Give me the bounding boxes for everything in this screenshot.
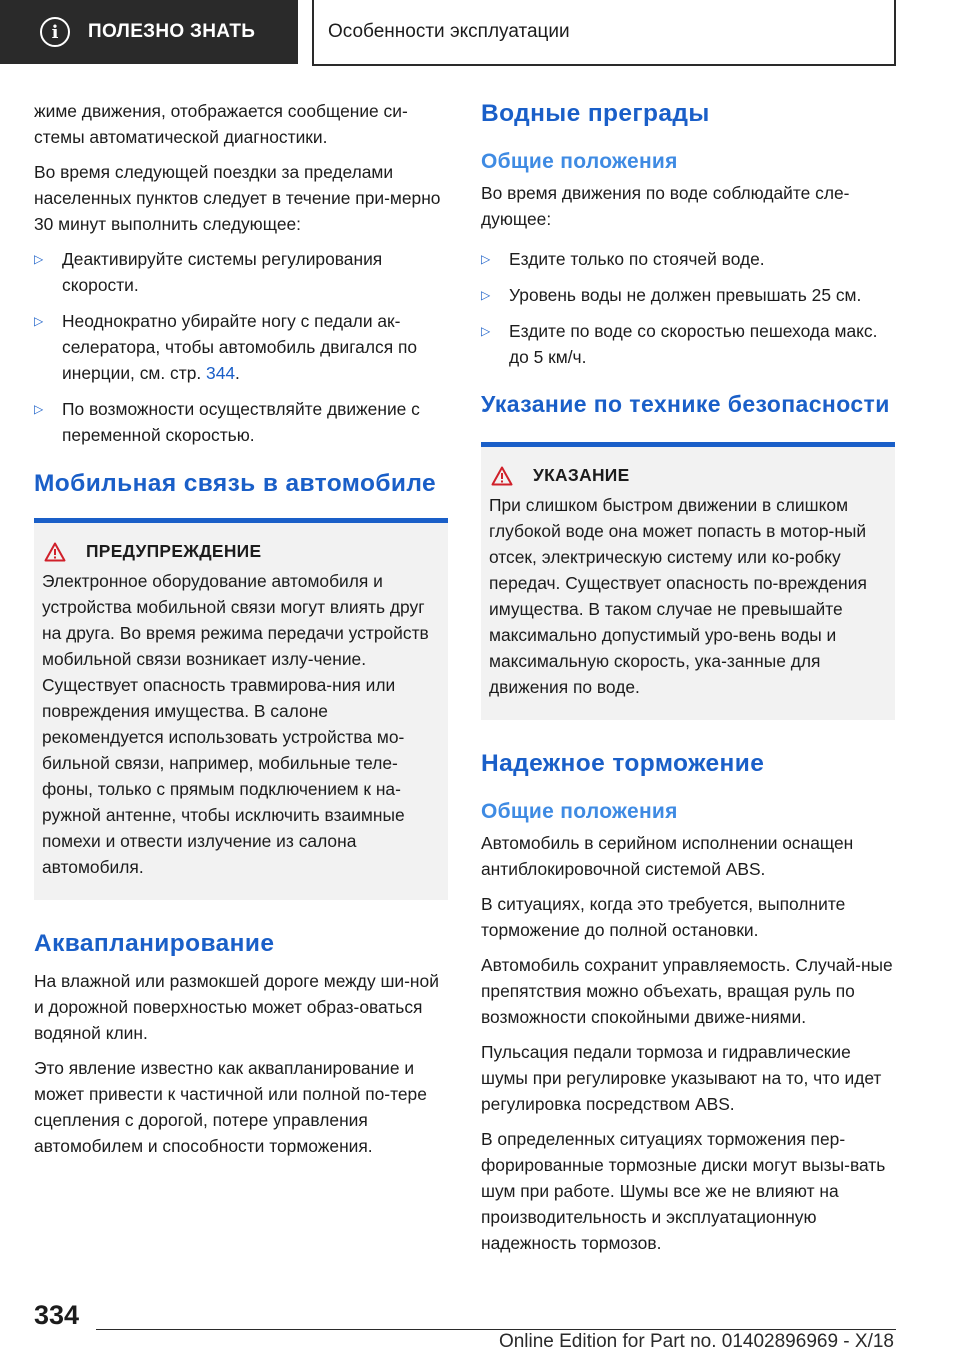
paragraph: Во время движения по воде соблюдайте сле-дующее: <box>481 183 850 229</box>
section-heading-safety: Указание по технике безопасности <box>481 391 890 417</box>
list-item: ▷ Ездите только по стоячей воде. <box>481 246 895 272</box>
paragraph: жиме движения, отображается сообщение си-стемы автоматической диагностики. <box>34 101 408 147</box>
footer-edition: Online Edition for Part no. 01402896969 - X/18 <box>498 1331 894 1352</box>
paragraph: Автомобиль в серийном исполнении оснащен антиблокировочной системой ABS. <box>481 833 854 879</box>
warning-triangle-icon <box>44 542 66 562</box>
header-section-title: Особенности эксплуатации <box>328 21 570 42</box>
notice-text: При слишком быстром движении в слишком глубокой воде она может попасть в мотор-ный отсек, электрическую систему или ко-робку передач. Существует опасность по-вреждения имущества. В таком случае не превышайте максимально допустимый уро-вень воды и максимальную скорость, ука-занные для движения по воде. <box>489 495 867 697</box>
triangle-bullet-icon: ▷ <box>481 252 491 266</box>
page-reference-link[interactable]: 344 <box>206 363 236 383</box>
right-column <box>481 98 895 1265</box>
header-tab-label: ПОЛЕЗНО ЗНАТЬ <box>88 21 256 42</box>
paragraph: В определенных ситуациях торможения пер-форированные тормозные диски могут вызы-вать шум при работе. Шумы все же не влияют на производительность и эксплуатационную надежность тормозов. <box>481 1129 886 1253</box>
subheading-general: Общие положения <box>481 150 678 173</box>
footer-divider <box>96 1329 896 1330</box>
list-item: ▷ Уровень воды не должен превышать 25 см. <box>481 282 895 308</box>
section-heading-mobile: Мобильная связь в автомобиле <box>34 470 437 497</box>
paragraph: На влажной или размокшей дороге между ши-ной и дорожной поверхностью может образ-оваться водяной клин. <box>34 971 439 1043</box>
triangle-bullet-icon: ▷ <box>481 288 491 302</box>
paragraph: В ситуациях, когда это требуется, выполните торможение до полной остановки. <box>481 894 846 940</box>
list-item: ▷ Ездите по воде со скоростью пешехода макс. до 5 км/ч. <box>481 318 895 370</box>
subheading-general: Общие положения <box>481 800 678 823</box>
header-tab <box>0 0 298 64</box>
triangle-bullet-icon: ▷ <box>34 402 44 416</box>
warning-text: Электронное оборудование автомобиля и устройства мобильной связи могут влиять друг на друга. Во время режима передачи устройств мобильной связи возникает излу-чение. Существует опасность травмирова-ния или повреждения имущества. В салоне рекомендуется использовать устройства мо-бильной связи, например, мобильные теле-фоны, только с прямым подключением к на-ружной антенне, чтобы исключить взаимные помехи и отвести излучение из салона автомобиля. <box>42 571 429 877</box>
paragraph: Пульсация педали тормоза и гидравлические шумы при регулировке указывают на то, что идет регулировка посредством ABS. <box>481 1042 882 1114</box>
warning-triangle-icon <box>491 466 513 486</box>
section-heading-water: Водные преграды <box>481 100 710 127</box>
page-number: 334 <box>34 1300 80 1330</box>
section-heading-braking: Надежное торможение <box>481 750 765 777</box>
list-item: ▷ По возможности осуществляйте движение с переменной скоростью. <box>34 396 448 448</box>
paragraph: Во время следующей поездки за пределами населенных пунктов следует в течение при-мерно 30 минут выполнить следующее: <box>34 162 441 234</box>
bullet-list <box>481 246 895 370</box>
list-item: ▷ Деактивируйте системы регулирования скорости. <box>34 246 448 298</box>
info-icon: i <box>40 17 70 47</box>
notice-box <box>481 442 895 720</box>
warning-title: ПРЕДУПРЕЖДЕНИЕ <box>86 541 262 561</box>
triangle-bullet-icon: ▷ <box>34 252 44 266</box>
triangle-bullet-icon: ▷ <box>481 324 491 338</box>
warning-box <box>34 518 448 900</box>
notice-title: УКАЗАНИЕ <box>533 465 630 485</box>
header-section-title-box <box>312 0 896 66</box>
paragraph: Это явление известно как аквапланирование и может привести к частичной или полной по-тере сцепления с дорогой, потере управления автомобилем и способности торможения. <box>34 1058 427 1156</box>
triangle-bullet-icon: ▷ <box>34 314 44 328</box>
left-column <box>34 98 448 1168</box>
paragraph: Автомобиль сохранит управляемость. Случай-ные препятствия можно объехать, вращая руль по возможности спокойными движе-ниями. <box>481 955 893 1027</box>
section-heading-aquaplaning: Аквапланирование <box>34 930 275 957</box>
bullet-list <box>34 246 448 448</box>
list-item: ▷ Неоднократно убирайте ногу с педали ак-селератора, чтобы автомобиль двигался по инерции, см. стр. 344. <box>34 308 448 386</box>
